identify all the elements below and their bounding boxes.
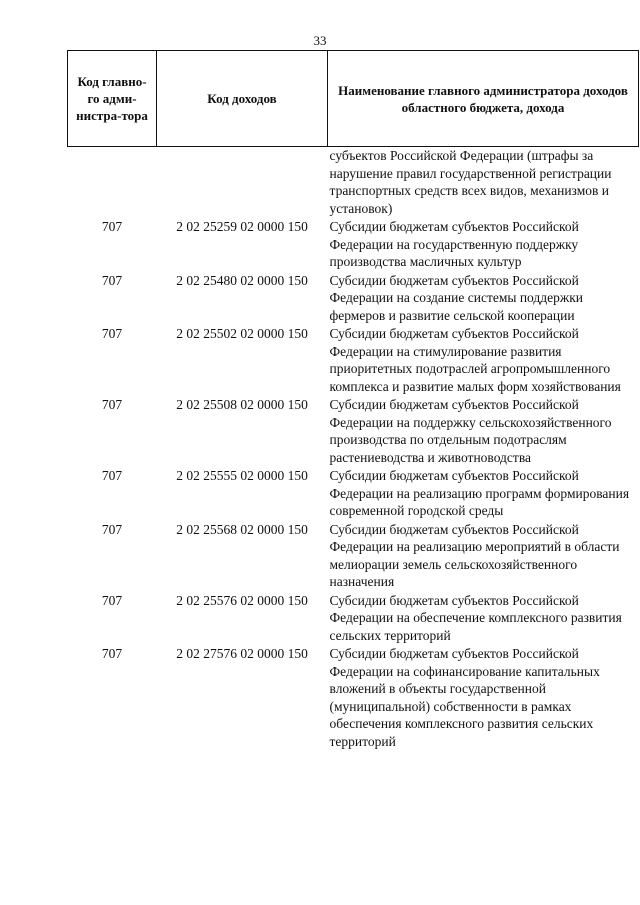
- cell-admin-code: 707: [101, 397, 123, 412]
- cell-income-code: 2 02 25502 02 0000 150: [176, 326, 308, 341]
- cell-admin-code: 707: [101, 219, 123, 234]
- table-row: [68, 272, 639, 326]
- cell-name: Субсидии бюджетам субъектов Российской Федерации на создание системы поддержки фермеров и развитие сельской кооперации: [329, 272, 583, 323]
- page-number: 33: [313, 33, 327, 48]
- header-name: Наименование главного администратора доходов областного бюджета, дохода: [328, 51, 639, 147]
- cell-admin-code: 707: [101, 592, 123, 608]
- cell-admin-code: 707: [101, 272, 123, 288]
- cell-name: Субсидии бюджетам субъектов Российской Федерации на обеспечение комплексного развития сельских территорий: [329, 592, 622, 643]
- cell-income-code: 2 02 25480 02 0000 150: [176, 272, 308, 288]
- header-admin-code: Код главно-го адми-нистра-тора: [68, 51, 157, 147]
- cell-income-code: 2 02 25568 02 0000 150: [176, 521, 308, 537]
- table-row: [68, 467, 639, 521]
- cell-income-code: 2 02 25508 02 0000 150: [176, 397, 308, 412]
- cell-income-code: 2 02 27576 02 0000 150: [176, 646, 308, 661]
- cell-income-code: 2 02 25259 02 0000 150: [176, 219, 308, 234]
- cell-admin-code: 707: [101, 646, 123, 661]
- cell-admin-code: [68, 147, 157, 219]
- cell-admin-code: 707: [101, 521, 123, 537]
- cell-name: Субсидии бюджетам субъектов Российской Федерации на реализацию мероприятий в области мелиорации земель сельскохозяйственного назначения: [329, 521, 620, 589]
- table-row-continuation: [68, 147, 639, 219]
- cell-income-code: 2 02 25555 02 0000 150: [176, 468, 308, 483]
- income-codes-table: [67, 50, 639, 751]
- cell-admin-code: 707: [101, 468, 123, 483]
- table-row: [68, 218, 639, 272]
- cell-name: Субсидии бюджетам субъектов Российской Федерации на софинансирование капитальных вложений в объекты государственной (муниципальной) собственности в рамках обеспечения комплексного развития сельских территорий: [329, 646, 600, 749]
- table-row: [68, 645, 639, 751]
- table-header-row: [68, 51, 639, 147]
- cell-name: Субсидии бюджетам субъектов Российской Федерации на поддержку сельскохозяйственного производства по отдельным подотраслям растениеводства и животноводства: [329, 397, 612, 465]
- cell-name: Субсидии бюджетам субъектов Российской Федерации на стимулирование развития приоритетных подотраслей агропромышленного комплекса и развитие малых форм хозяйствования: [329, 326, 621, 394]
- table-row: [68, 325, 639, 396]
- table-row: [68, 396, 639, 467]
- cell-name: Субсидии бюджетам субъектов Российской Федерации на реализацию программ формирования современной городской среды: [329, 468, 630, 518]
- cell-income-code: [157, 147, 328, 219]
- cell-name: Субсидии бюджетам субъектов Российской Федерации на государственную поддержку производства масличных культур: [329, 219, 579, 269]
- table-row: [68, 592, 639, 646]
- table-row: [68, 521, 639, 592]
- header-income-code: Код доходов: [157, 51, 328, 147]
- cell-name: субъектов Российской Федерации (штрафы за нарушение правил государственной регистрации транспортных средств всех видов, механизмов и установок): [329, 148, 612, 216]
- cell-income-code: 2 02 25576 02 0000 150: [176, 592, 308, 608]
- cell-admin-code: 707: [101, 326, 123, 341]
